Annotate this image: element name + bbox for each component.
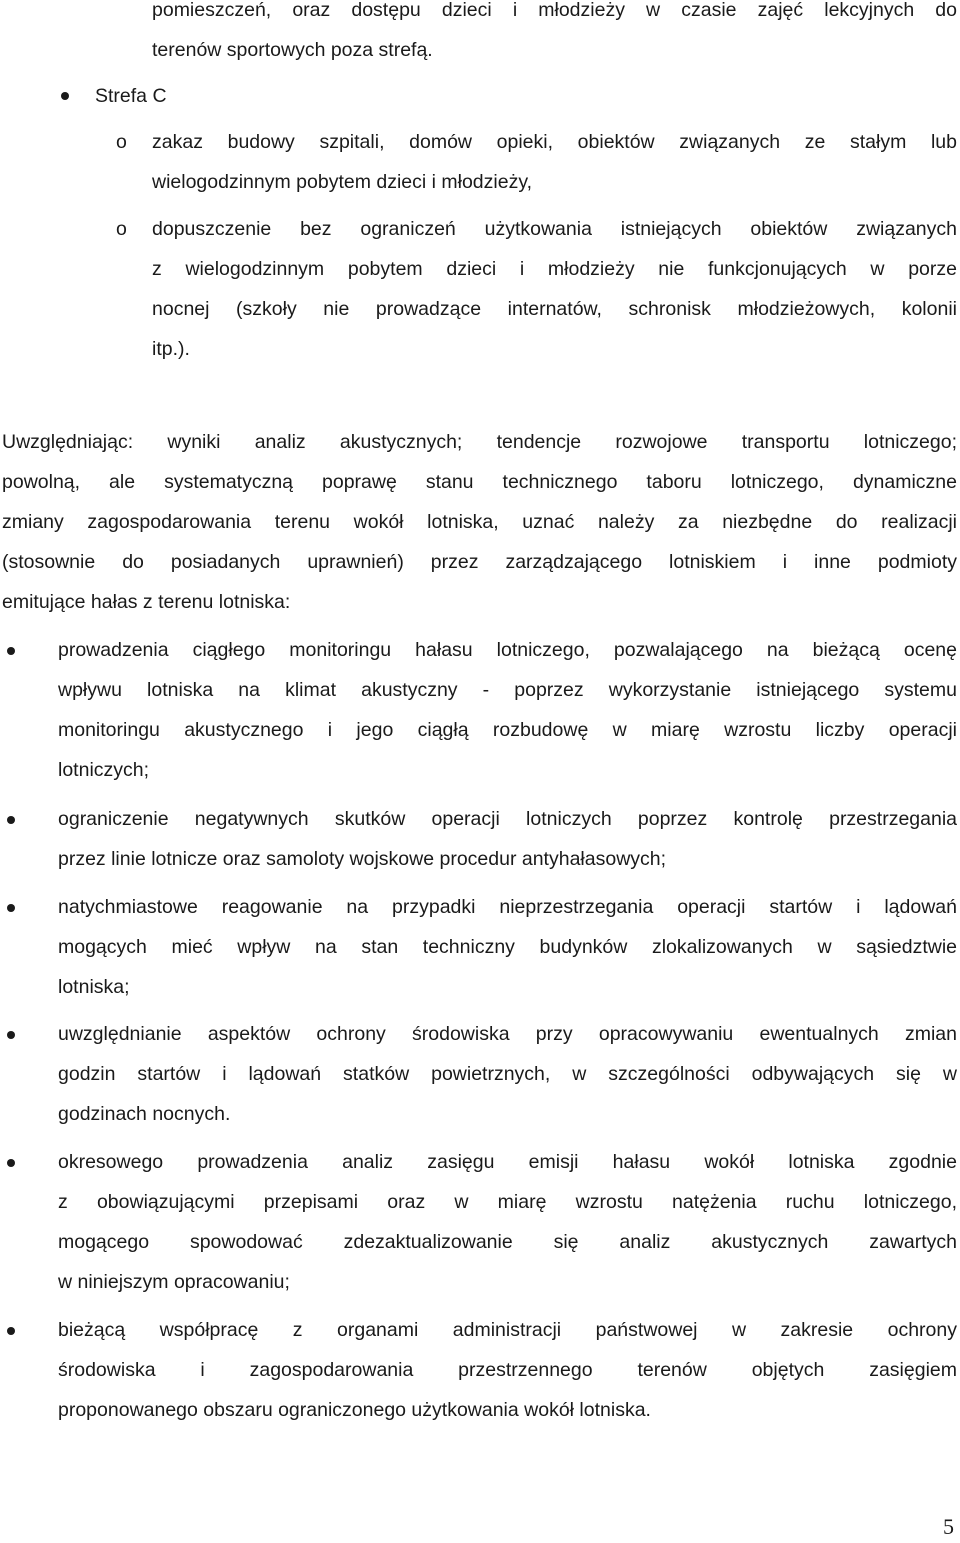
intro-paragraph (2, 422, 957, 622)
text-line: godzin startów i lądowań statków powietrznych, w szczególności odbywających się w (58, 1063, 957, 1085)
text-line: nocnej (szkoły nie prowadzące internatów, schronisk młodzieżowych, kolonii (152, 298, 957, 320)
text-line: terenów sportowych poza strefą. (152, 39, 433, 61)
recommendation-item (58, 799, 957, 879)
bullet-icon (7, 904, 15, 912)
zone-c-title: Strefa C (95, 85, 167, 107)
page-number: 5 (943, 1514, 954, 1539)
bullet-icon (7, 1031, 15, 1039)
bullet-icon (7, 1327, 15, 1335)
text-line: prowadzenia ciągłego monitoringu hałasu lotniczego, pozwalającego na bieżącą ocenę (58, 639, 957, 661)
text-line: wpływu lotniska na klimat akustyczny - poprzez wykorzystanie istniejącego systemu (58, 679, 957, 701)
text-line: natychmiastowe reagowanie na przypadki nieprzestrzegania operacji startów i lądowań (58, 896, 957, 918)
bullet-icon (7, 816, 15, 824)
text-line: mogących mieć wpływ na stan techniczny budynków zlokalizowanych w sąsiedztwie (58, 936, 957, 958)
text-line: powolną, ale systematyczną poprawę stanu technicznego taboru lotniczego, dynamiczne (2, 471, 957, 493)
bullet-icon (7, 647, 15, 655)
text-line: mogącego spowodować zdezaktualizowanie się analiz akustycznych zawartych (58, 1231, 957, 1253)
bullet-icon (7, 1159, 15, 1167)
circle-bullet-icon: o (116, 218, 127, 240)
text-line: w niniejszym opracowaniu; (58, 1271, 290, 1293)
text-line: uwzględnianie aspektów ochrony środowiska przy opracowywaniu ewentualnych zmian (58, 1023, 957, 1045)
text-line: proponowanego obszaru ograniczonego użytkowania wokół lotniska. (58, 1399, 651, 1421)
recommendation-item (58, 630, 957, 790)
text-line: lotniska; (58, 976, 130, 998)
text-line: (stosownie do posiadanych uprawnień) przez zarządzającego lotniskiem i inne podmioty (2, 551, 957, 573)
continued-list-item (152, 0, 957, 70)
text-line: pomieszczeń, oraz dostępu dzieci i młodzieży w czasie zajęć lekcyjnych do (152, 0, 957, 21)
bullet-icon (61, 92, 69, 100)
text-line: lotniczych; (58, 759, 150, 781)
text-line: ograniczenie negatywnych skutków operacji lotniczych poprzez kontrolę przestrzegania (58, 808, 957, 830)
text-line: bieżącą współpracę z organami administracji państwowej w zakresie ochrony (58, 1319, 957, 1341)
text-line: z wielogodzinnym pobytem dzieci i młodzieży nie funkcjonujących w porze (152, 258, 957, 280)
text-line: zakaz budowy szpitali, domów opieki, obiektów związanych ze stałym lub (152, 131, 957, 153)
recommendation-item (58, 887, 957, 1007)
text-line: z obowiązującymi przepisami oraz w miarę wzrostu natężenia ruchu lotniczego, (58, 1191, 957, 1213)
text-line: emitujące hałas z terenu lotniska: (2, 591, 291, 613)
text-line: dopuszczenie bez ograniczeń użytkowania istniejących obiektów związanych (152, 218, 957, 240)
text-line: okresowego prowadzenia analiz zasięgu emisji hałasu wokół lotniska zgodnie (58, 1151, 957, 1173)
recommendation-item (58, 1014, 957, 1134)
zone-c-item (152, 122, 957, 202)
zone-c-item (152, 209, 957, 369)
text-line: środowiska i zagospodarowania przestrzennego terenów objętych zasięgiem (58, 1359, 957, 1381)
text-line: itp.). (152, 338, 190, 360)
text-line: Uwzględniając: wyniki analiz akustycznych; tendencje rozwojowe transportu lotniczego; (2, 431, 957, 453)
text-line: monitoringu akustycznego i jego ciągłą rozbudowę w miarę wzrostu liczby operacji (58, 719, 957, 741)
recommendation-item (58, 1310, 957, 1430)
text-line: wielogodzinnym pobytem dzieci i młodzieży, (152, 171, 533, 193)
text-line: zmiany zagospodarowania terenu wokół lotniska, uznać należy za niezbędne do realizacji (2, 511, 957, 533)
recommendation-item (58, 1142, 957, 1302)
text-line: godzinach nocnych. (58, 1103, 231, 1125)
circle-bullet-icon: o (116, 131, 127, 153)
text-line: przez linie lotnicze oraz samoloty wojskowe procedur antyhałasowych; (58, 848, 667, 870)
